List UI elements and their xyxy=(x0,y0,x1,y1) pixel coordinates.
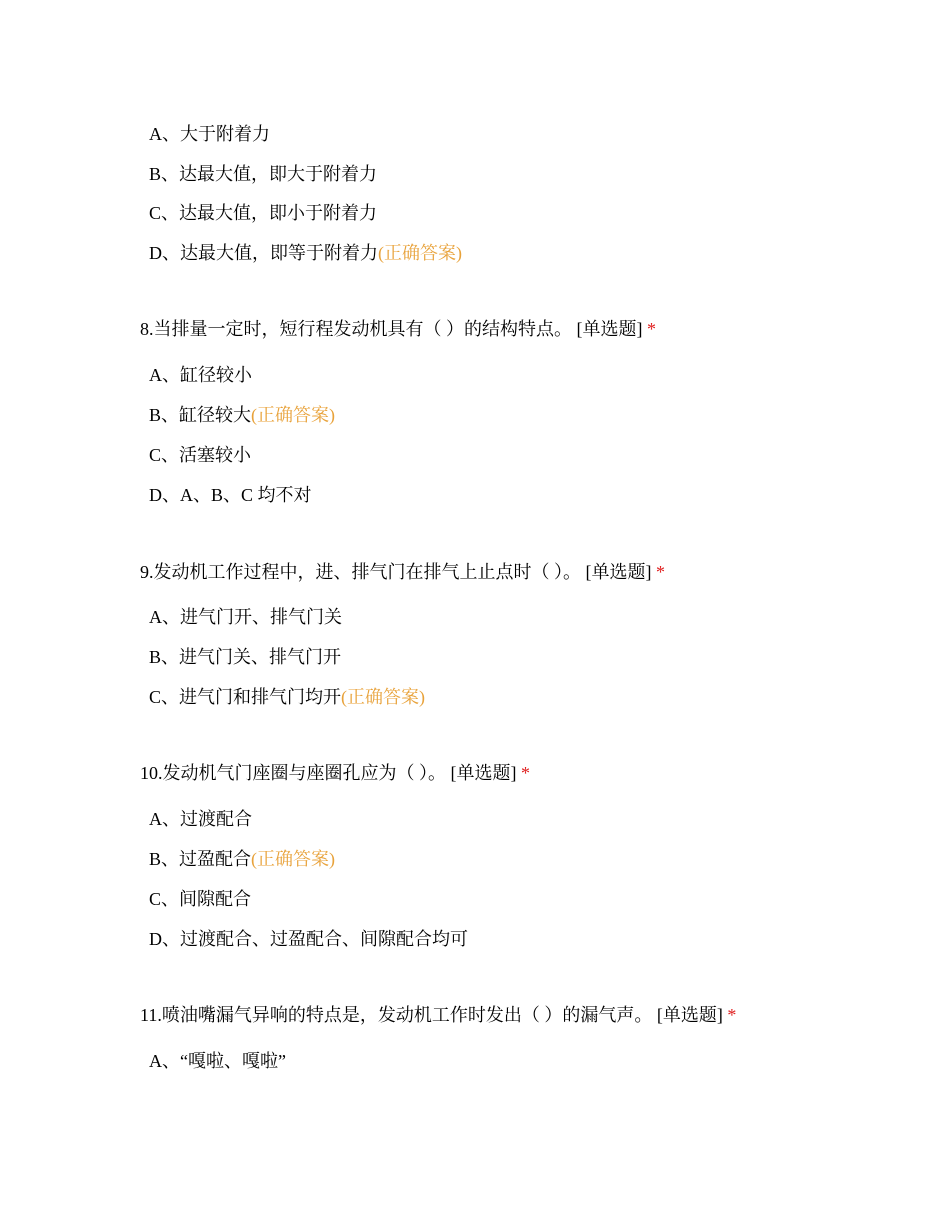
option-text: D、过渡配合、过盈配合、间隙配合均可 xyxy=(149,929,468,949)
question-text: 10.发动机气门座圈与座圈孔应为（ ）。 [单选题] xyxy=(140,763,521,783)
q8-option-b xyxy=(149,403,335,427)
option-text: A、大于附着力 xyxy=(149,124,270,144)
q9-title xyxy=(140,560,665,584)
required-star: * xyxy=(656,562,665,582)
option-text: B、进气门关、排气门开 xyxy=(149,647,342,667)
q10-option-c xyxy=(149,887,251,911)
correct-answer-tag: (正确答案) xyxy=(251,849,336,869)
q8-option-a xyxy=(149,363,252,387)
option-text: B、缸径较大 xyxy=(149,405,252,425)
required-star: * xyxy=(521,763,530,783)
q9-option-b xyxy=(149,645,341,669)
correct-answer-tag: (正确答案) xyxy=(378,243,462,263)
correct-answer-tag: (正确答案) xyxy=(341,687,426,707)
correct-answer-tag: (正确答案) xyxy=(251,405,336,425)
question-text: 11.喷油嘴漏气异响的特点是，发动机工作时发出（ ）的漏气声。 [单选题] xyxy=(140,1005,728,1025)
q8-option-c xyxy=(149,443,251,467)
q8-title xyxy=(140,317,656,341)
question-text: 9.发动机工作过程中，进、排气门在排气上止点时（ ）。 [单选题] xyxy=(140,562,656,582)
option-text: B、过盈配合 xyxy=(149,849,252,869)
option-text: D、达最大值，即等于附着力 xyxy=(149,243,378,263)
q10-option-a xyxy=(149,807,252,831)
q10-option-d xyxy=(149,927,468,951)
q7-option-b xyxy=(149,162,377,186)
option-text: A、“嘎啦、嘎啦” xyxy=(149,1051,286,1071)
option-text: B、达最大值，即大于附着力 xyxy=(149,164,378,184)
option-text: D、A、B、C 均不对 xyxy=(149,485,312,505)
option-text: C、间隙配合 xyxy=(149,889,252,909)
q11-title xyxy=(140,1003,736,1027)
option-text: C、进气门和排气门均开 xyxy=(149,687,342,707)
option-text: A、缸径较小 xyxy=(149,365,252,385)
q11-option-a xyxy=(149,1049,286,1073)
q7-option-c xyxy=(149,201,377,225)
q10-title xyxy=(140,761,530,785)
option-text: A、过渡配合 xyxy=(149,809,252,829)
option-text: C、达最大值，即小于附着力 xyxy=(149,203,378,223)
question-text: 8.当排量一定时，短行程发动机具有（ ）的结构特点。 [单选题] xyxy=(140,319,647,339)
q8-option-d xyxy=(149,483,312,507)
required-star: * xyxy=(647,319,656,339)
q7-option-d xyxy=(149,241,462,265)
required-star: * xyxy=(727,1005,737,1025)
option-text: A、进气门开、排气门关 xyxy=(149,607,342,627)
q9-option-a xyxy=(149,605,342,629)
q10-option-b xyxy=(149,847,335,871)
q9-option-c xyxy=(149,685,425,709)
q7-option-a xyxy=(149,122,270,146)
option-text: C、活塞较小 xyxy=(149,445,252,465)
